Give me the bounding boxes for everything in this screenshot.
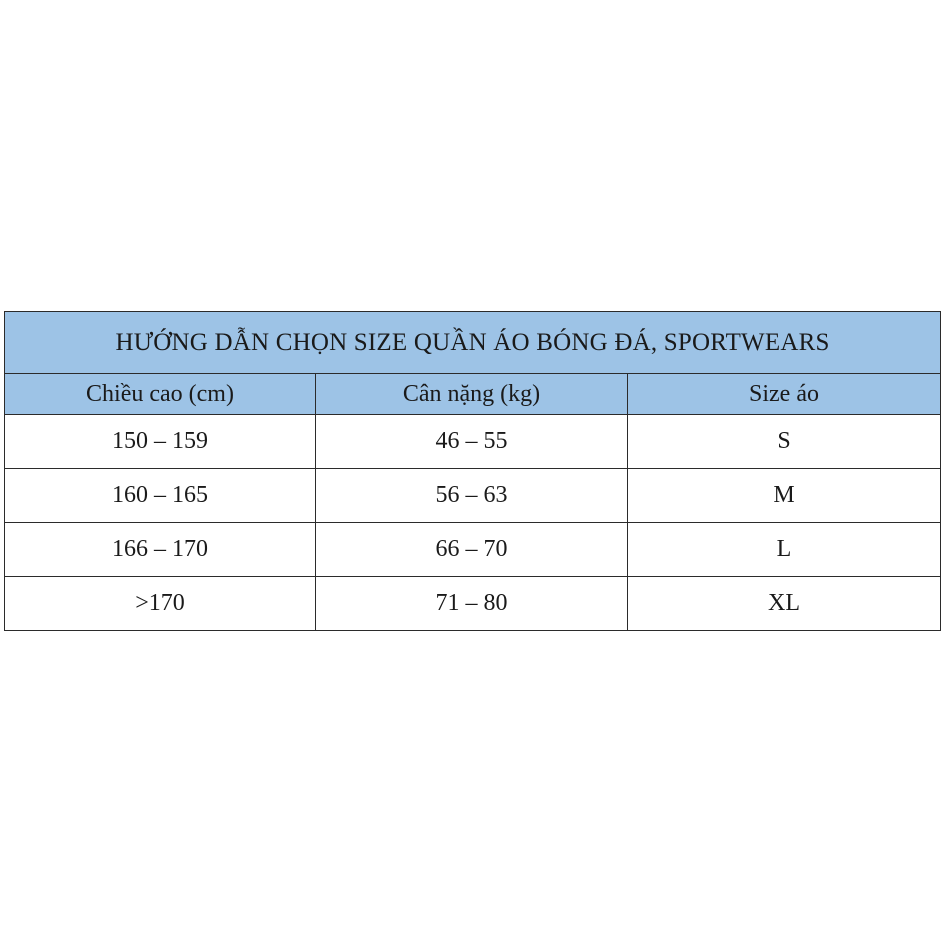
- cell-size: L: [628, 523, 941, 577]
- cell-size: M: [628, 469, 941, 523]
- header-height: Chiều cao (cm): [5, 374, 316, 415]
- header-weight: Cân nặng (kg): [316, 374, 628, 415]
- cell-weight: 66 – 70: [316, 523, 628, 577]
- title-row: [5, 312, 941, 374]
- table-title: HƯỚNG DẪN CHỌN SIZE QUẦN ÁO BÓNG ĐÁ, SPORTWEARS: [5, 312, 941, 374]
- cell-size: XL: [628, 577, 941, 631]
- cell-height: 160 – 165: [5, 469, 316, 523]
- cell-height: 150 – 159: [5, 415, 316, 469]
- cell-height: >170: [5, 577, 316, 631]
- cell-weight: 56 – 63: [316, 469, 628, 523]
- cell-size: S: [628, 415, 941, 469]
- size-guide-table: [4, 311, 941, 631]
- table-row: [5, 469, 941, 523]
- header-row: [5, 374, 941, 415]
- table-row: [5, 415, 941, 469]
- table-row: [5, 577, 941, 631]
- header-size: Size áo: [628, 374, 941, 415]
- cell-height: 166 – 170: [5, 523, 316, 577]
- table-row: [5, 523, 941, 577]
- cell-weight: 71 – 80: [316, 577, 628, 631]
- cell-weight: 46 – 55: [316, 415, 628, 469]
